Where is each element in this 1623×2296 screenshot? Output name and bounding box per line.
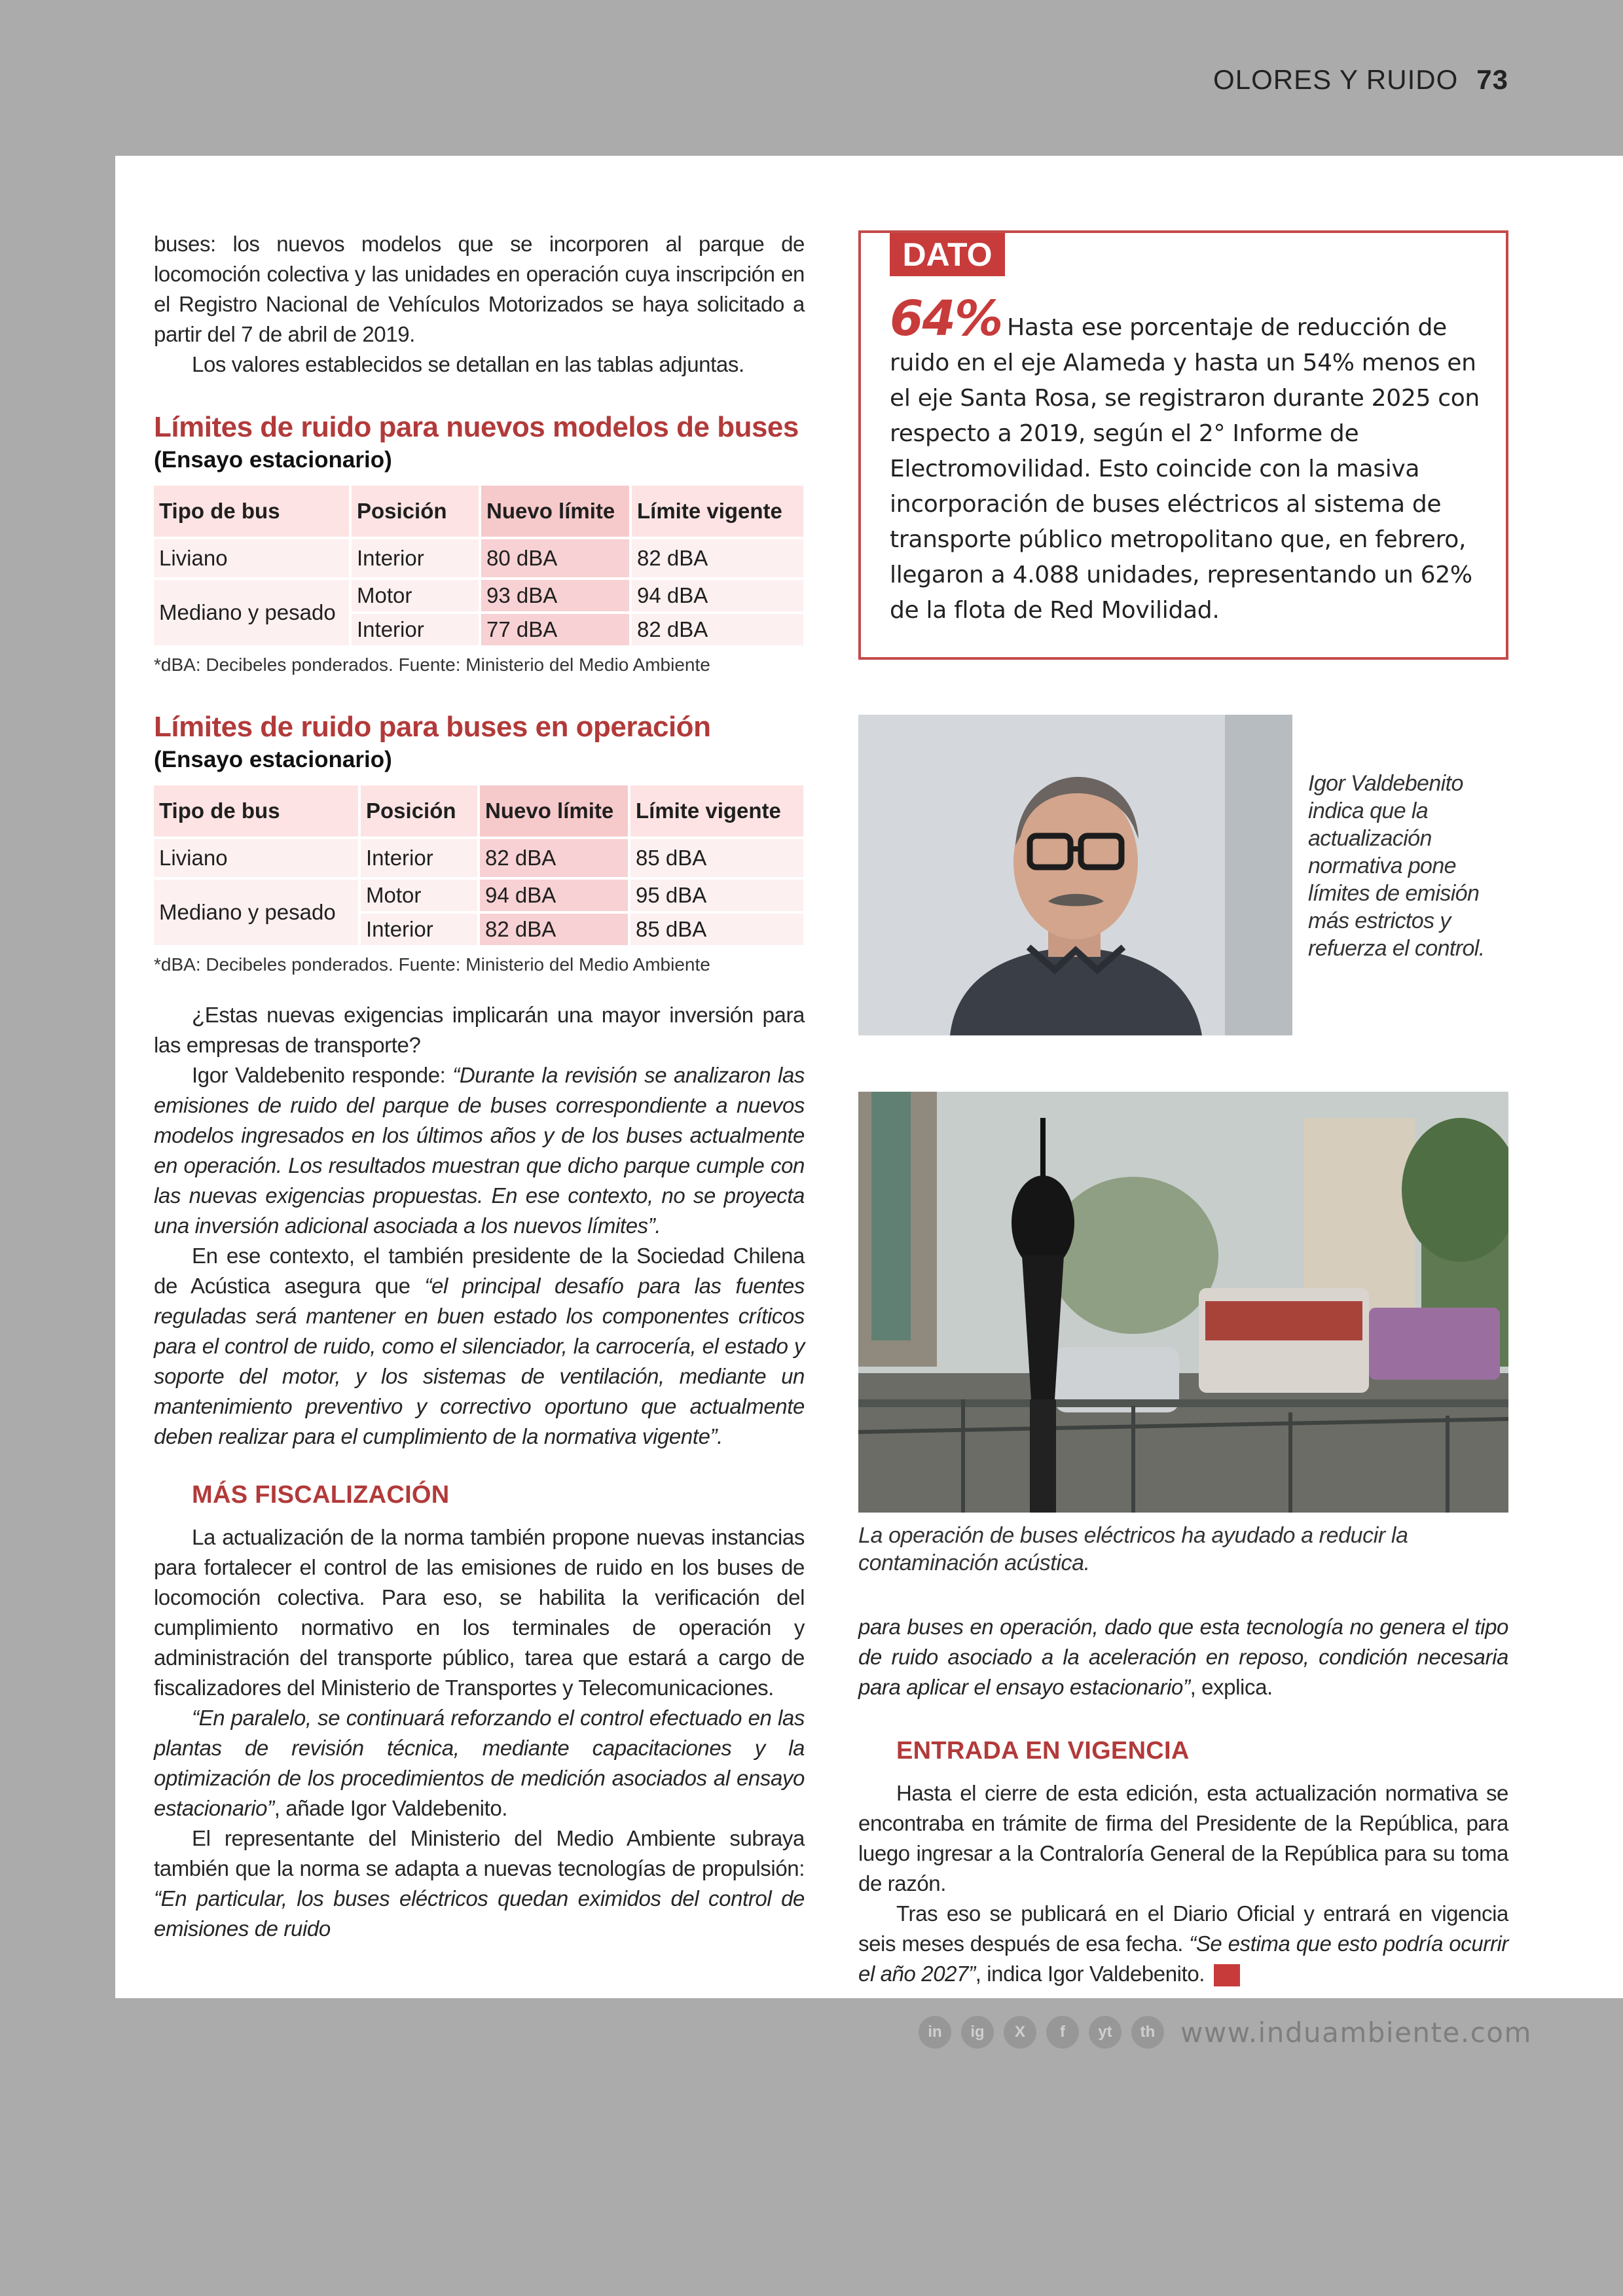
table-new-models <box>151 483 806 648</box>
challenge-paragraph <box>154 1241 805 1452</box>
question-paragraph: ¿Estas nuevas exigencias implicarán una mayor inversión para las empresas de transporte? <box>154 1003 805 1057</box>
fiscalizacion-paragraph-2 <box>154 1703 805 1823</box>
answer-quote: “Durante la revisión se analizaron las emisiones de ruido del parque de buses correspondiente a nuevos modelos ingresados en los últimos años y de los buses actualmente en operación. Los resultados muestran que dicho parque cumple con las nuevas exigencias propuestas. En ese contexto, no se proyecta una inversión adicional asociada a los nuevos límites”. <box>154 1063 805 1238</box>
table2-subtitle: (Ensayo estacionario) <box>154 747 392 772</box>
vigencia-lead: Tras eso se publicará en el Diario Oficial y entrará en vigencia seis meses después de esa fecha. <box>858 1901 1508 1956</box>
table-header-row <box>154 785 803 836</box>
propulsion-lead: El representante del Ministerio del Medio Ambiente subraya también que la norma se adapta a nuevas tecnologías de propulsión: <box>154 1826 805 1880</box>
table-cell: 94 dBA <box>632 580 803 611</box>
challenge-quote: “el principal desafío para las fuentes reguladas será mantener en buen estado los componentes críticos para el control de ruido, como el silenciador, la carrocería, el estado y soporte del motor, y los sistemas de ventilación, mediante un mantenimiento preventivo y correctivo oportuno que actualmente deben realizar para el cumplimiento de la normativa vigente”. <box>154 1274 805 1448</box>
table-cell: Mediano y pesado <box>154 880 358 945</box>
x-twitter-icon[interactable]: X <box>1004 2016 1036 2049</box>
dato-number: 64% <box>890 291 1002 347</box>
table1-title: Límites de ruido para nuevos modelos de buses <box>154 411 799 443</box>
section-title-fiscalizacion: MÁS FISCALIZACIÓN <box>192 1481 450 1509</box>
youtube-icon[interactable]: yt <box>1089 2016 1122 2049</box>
col-header: Límite vigente <box>632 486 803 537</box>
dato-box <box>858 230 1508 660</box>
street-caption: La operación de buses eléctricos ha ayudado a reducir la contaminación acústica. <box>858 1523 1408 1575</box>
table-cell: Liviano <box>154 839 358 877</box>
fiscalizacion-quote: “En paralelo, se continuará reforzando el control efectuado en las plantas de revisión técnica, mediante capacitaciones y la optimización de los procedimientos de medición asociados al ensayo estacionario” <box>154 1706 805 1820</box>
table-row <box>154 539 803 577</box>
street-photo <box>858 1092 1508 1513</box>
table-cell: Interior <box>352 539 479 577</box>
left-column <box>154 229 805 1944</box>
table-cell: Mediano y pesado <box>154 580 349 645</box>
col-header: Tipo de bus <box>154 486 349 537</box>
challenge-lead: En ese contexto, el también presidente de la Sociedad Chilena de Acústica asegura que <box>154 1244 805 1298</box>
fiscalizacion-paragraph-3 <box>154 1823 805 1944</box>
table-cell: 94 dBA <box>480 880 628 911</box>
dato-body: Hasta ese porcentaje de reducción de ruido en el eje Alameda y hasta un 54% menos en el eje Santa Rosa, se registraron durante 2025 con respecto a 2019, según el 2° Informe de Electromovilidad. Esto coincide con la masiva incorporación de buses eléctricos al sistema de transporte público metropolitano que, en febrero, llegaron a 4.088 unidades, representando un 62% de la flota de Red Movilidad. <box>890 314 1480 624</box>
table-cell: 82 dBA <box>632 614 803 645</box>
right-column-text <box>858 1612 1508 1989</box>
vigencia-quote: “Se estima que esto podría ocurrir el año 2027” <box>858 1931 1508 1986</box>
table-cell: 77 dBA <box>481 614 629 645</box>
table-cell: 82 dBA <box>480 839 628 877</box>
continuation-tail: , explica. <box>1190 1675 1273 1699</box>
table-header-row <box>154 486 803 537</box>
threads-icon[interactable]: th <box>1131 2016 1164 2049</box>
table-cell: Motor <box>361 880 477 911</box>
vigencia-paragraph-1: Hasta el cierre de esta edición, esta actualización normativa se encontraba en trámite de firma del Presidente de la República, para luego ingresar a la Contraloría General de la República para su toma de razón. <box>858 1781 1508 1895</box>
intro-paragraph: buses: los nuevos modelos que se incorporen al parque de locomoción colectiva y las unidades en operación cuya inscripción en el Registro Nacional de Vehículos Motorizados se haya solicitado a partir del 7 de abril de 2019. <box>154 232 805 346</box>
col-header: Posición <box>352 486 479 537</box>
table-cell: Liviano <box>154 539 349 577</box>
col-header: Nuevo límite <box>481 486 629 537</box>
facebook-icon[interactable]: f <box>1046 2016 1079 2049</box>
table-cell: 82 dBA <box>632 539 803 577</box>
table-operating-buses <box>151 783 806 948</box>
table-cell: 82 dBA <box>480 914 628 945</box>
portrait-illustration <box>858 715 1292 1035</box>
linkedin-icon[interactable]: in <box>919 2016 951 2049</box>
table1-subtitle: (Ensayo estacionario) <box>154 447 392 473</box>
table-row <box>154 880 803 911</box>
street-illustration <box>858 1092 1508 1513</box>
vigencia-paragraph-2 <box>858 1899 1508 1989</box>
fiscalizacion-tail: , añade Igor Valdebenito. <box>274 1796 508 1820</box>
dato-text <box>890 291 1492 628</box>
col-header: Posición <box>361 785 477 836</box>
table-cell: Interior <box>361 839 477 877</box>
propulsion-quote: “En particular, los buses eléctricos quedan eximidos del control de emisiones de ruido <box>154 1886 805 1941</box>
continuation-paragraph <box>858 1612 1508 1702</box>
instagram-icon[interactable]: ig <box>961 2016 994 2049</box>
page-number: 73 <box>1476 64 1508 95</box>
answer-lead: Igor Valdebenito responde: <box>192 1063 453 1087</box>
fiscalizacion-paragraph-1: La actualización de la norma también propone nuevas instancias para fortalecer el control de las emisiones de ruido en los buses de locomoción colectiva. Para eso, se habilita la verificación del cumplimiento normativo en los terminales de operación y administración del transporte público, tarea que estará a cargo de fiscalizadores del Ministerio de Transportes y Telecomunicaciones. <box>154 1525 805 1700</box>
website-link[interactable]: www.induambiente.com <box>1180 2016 1532 2049</box>
table-cell: Interior <box>361 914 477 945</box>
table-cell: 93 dBA <box>481 580 629 611</box>
intro-paragraph-2: Los valores establecidos se detallan en las tablas adjuntas. <box>192 352 744 376</box>
col-header: Nuevo límite <box>480 785 628 836</box>
answer-paragraph <box>154 1060 805 1241</box>
table-row <box>154 839 803 877</box>
table-cell: 80 dBA <box>481 539 629 577</box>
dato-tag: DATO <box>890 233 1005 276</box>
col-header: Tipo de bus <box>154 785 358 836</box>
section-title-vigencia: ENTRADA EN VIGENCIA <box>896 1737 1190 1765</box>
page-header <box>1213 64 1508 96</box>
portrait-photo <box>858 715 1292 1035</box>
end-mark-logo: IA <box>1214 1964 1240 1986</box>
section-name: OLORES Y RUIDO <box>1213 64 1459 95</box>
portrait-caption: Igor Valdebenito indica que la actualización normativa pone límites de emisión más estrictos y refuerza el control. <box>1308 771 1485 961</box>
table1-footnote: *dBA: Decibeles ponderados. Fuente: Ministerio del Medio Ambiente <box>154 655 710 675</box>
table-cell: Interior <box>352 614 479 645</box>
table-cell: 85 dBA <box>630 839 803 877</box>
vigencia-tail: , indica Igor Valdebenito. <box>975 1962 1205 1986</box>
table-row <box>154 580 803 611</box>
table-cell: 95 dBA <box>630 880 803 911</box>
table2-title: Límites de ruido para buses en operación <box>154 711 711 743</box>
footer-social-bar <box>919 2016 1532 2049</box>
table-cell: Motor <box>352 580 479 611</box>
continuation-quote: para buses en operación, dado que esta tecnología no genera el tipo de ruido asociado a la aceleración en reposo, condición necesaria para aplicar el ensayo estacionario” <box>858 1615 1508 1699</box>
col-header: Límite vigente <box>630 785 803 836</box>
table2-footnote: *dBA: Decibeles ponderados. Fuente: Ministerio del Medio Ambiente <box>154 954 710 975</box>
table-cell: 85 dBA <box>630 914 803 945</box>
